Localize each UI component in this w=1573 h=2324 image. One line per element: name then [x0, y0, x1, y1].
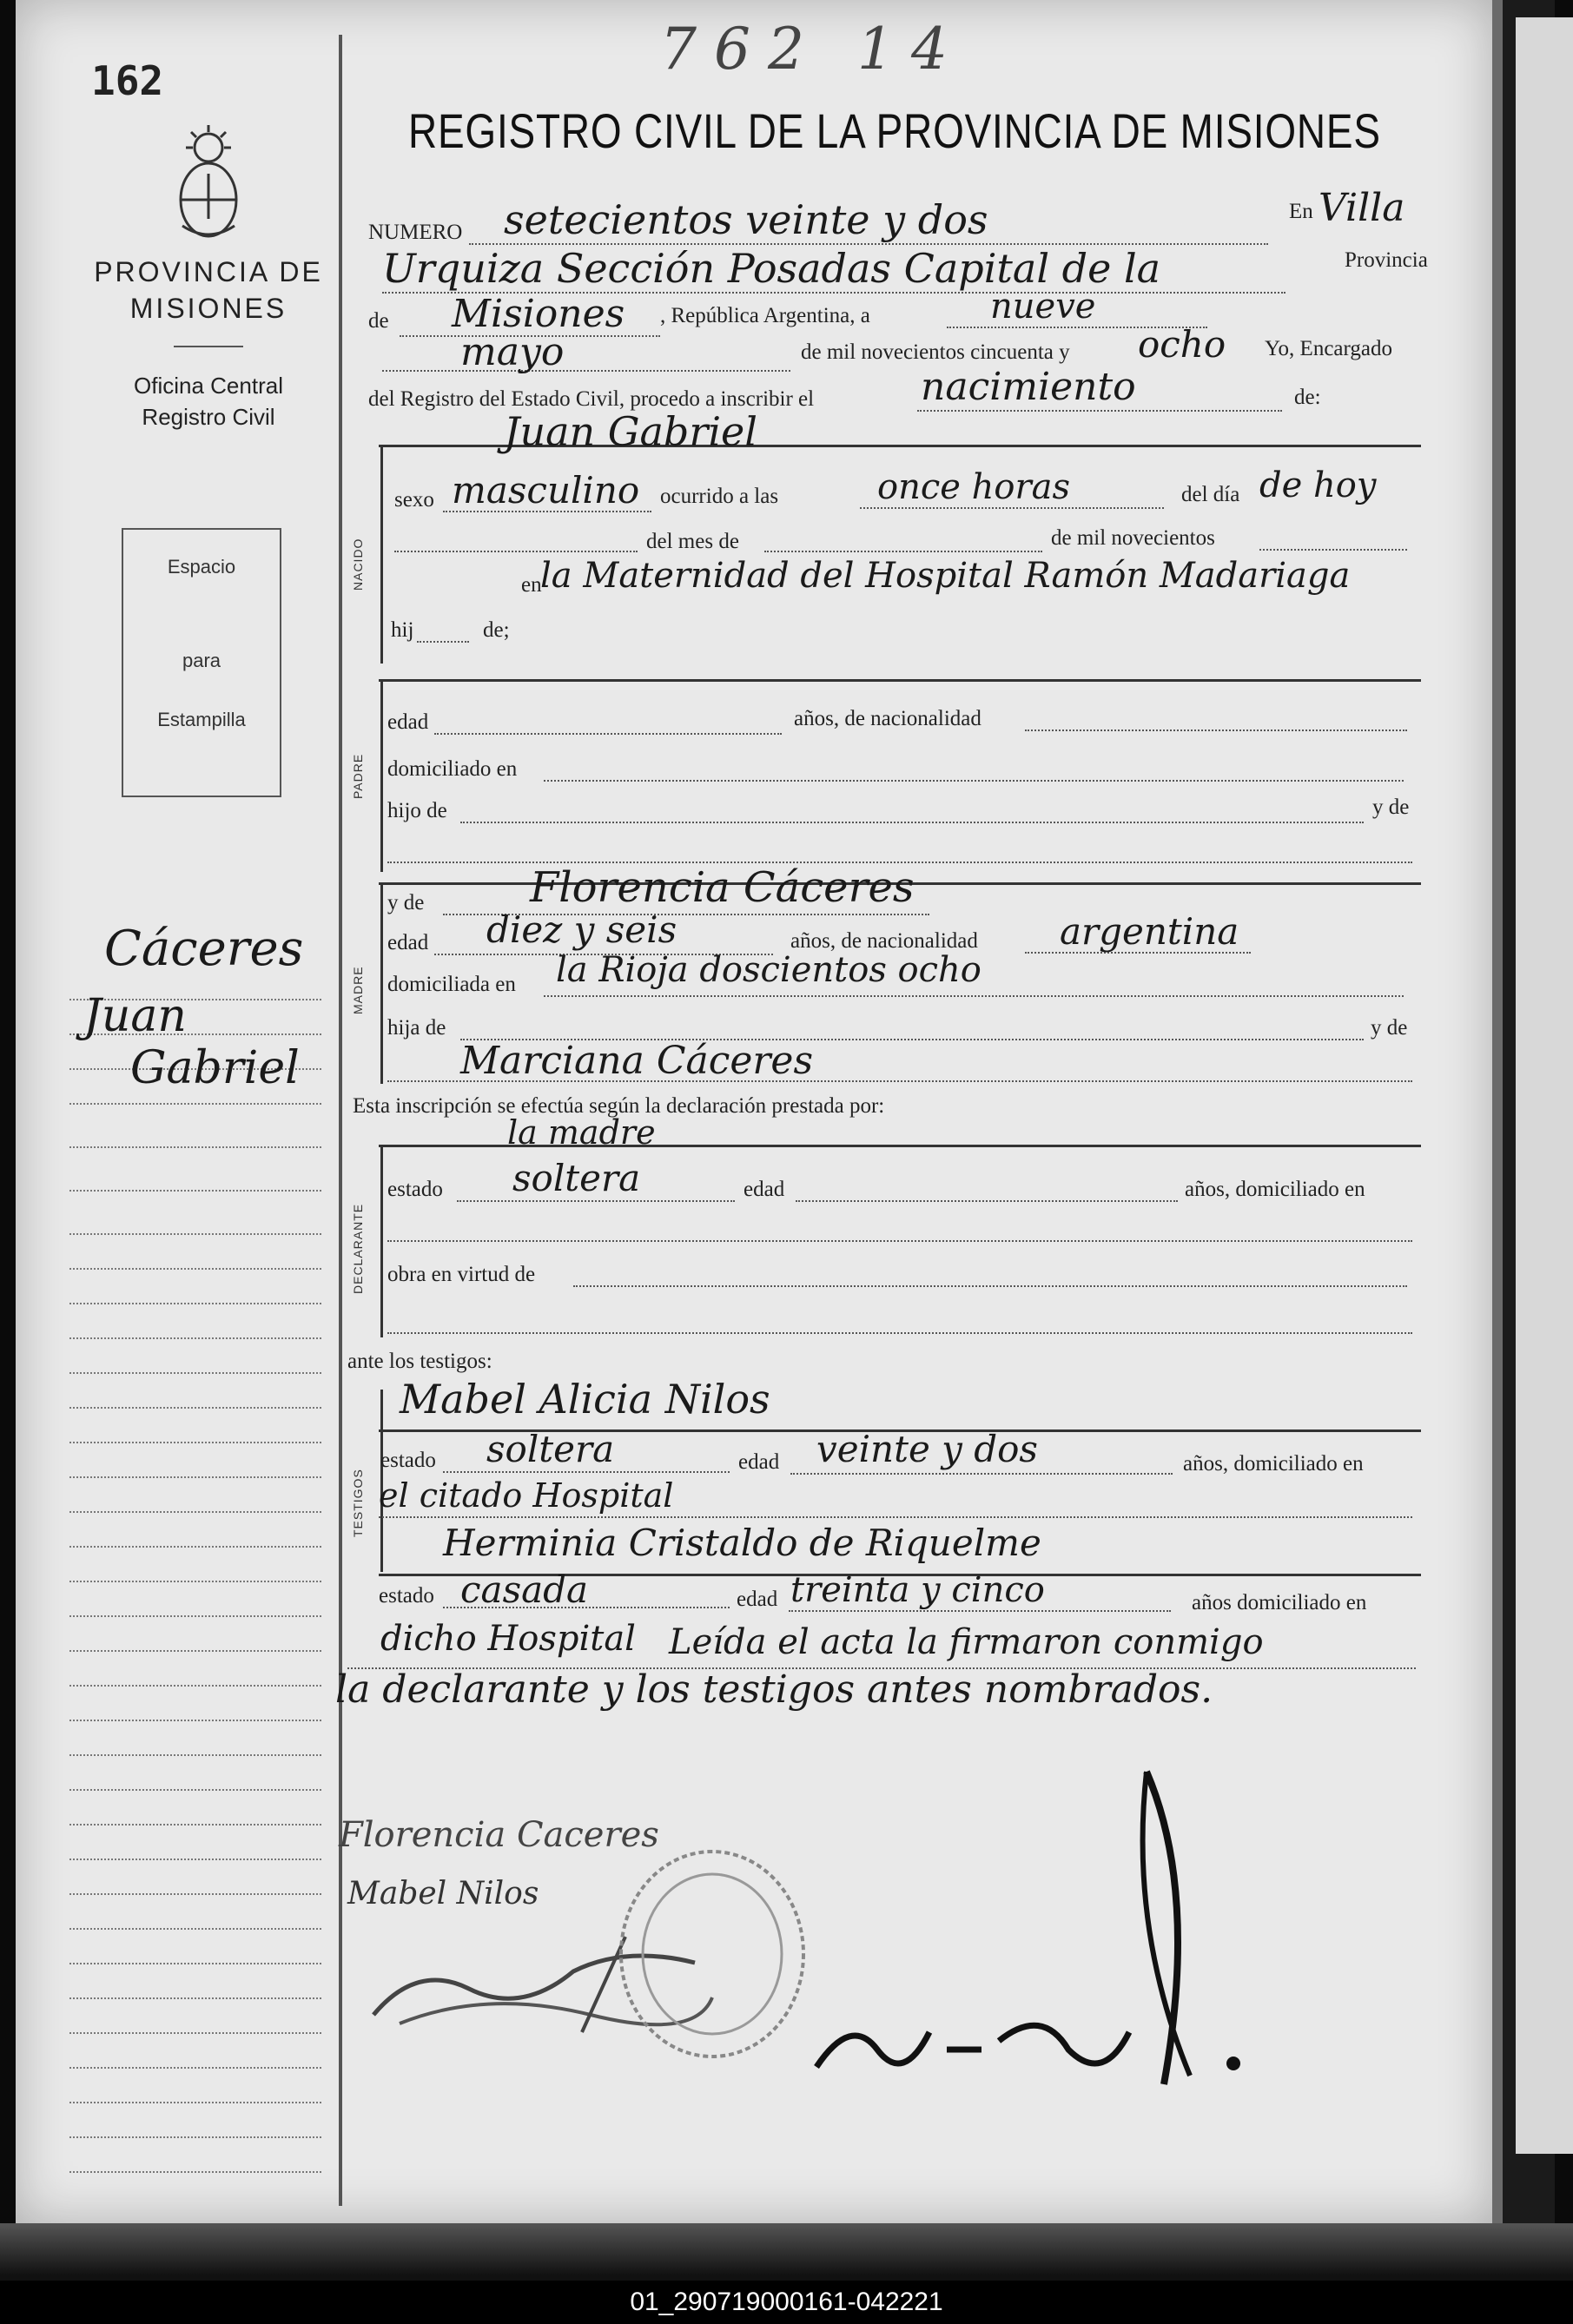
field-testigo-1: Mabel Alicia Nilos	[400, 1376, 770, 1423]
field-t2-edad: treinta y cinco	[790, 1570, 1045, 1610]
label-t2-estado: estado	[379, 1584, 434, 1608]
label-en: En	[1289, 200, 1313, 223]
field-numero: setecientos veinte y dos	[504, 196, 988, 243]
label-testigos-section: TESTIGOS	[351, 1469, 365, 1537]
label-decl-dom: años, domiciliado en	[1185, 1178, 1365, 1201]
field-provincia: Misiones	[452, 292, 625, 336]
field-t2-dom: dicho Hospital	[380, 1619, 636, 1659]
margin-surname: Cáceres	[104, 921, 304, 977]
field-anio: ocho	[1138, 323, 1226, 366]
province-name: PROVINCIA DE MISIONES	[94, 256, 323, 324]
field-lugar: Urquiza Sección Posadas Capital de la	[382, 245, 1161, 292]
field-sexo: masculino	[452, 469, 640, 512]
field-t1-edad: veinte y dos	[816, 1428, 1038, 1470]
label-decl-estado: estado	[387, 1178, 443, 1201]
field-dia: nueve	[990, 287, 1096, 327]
field-en: Villa	[1319, 186, 1405, 230]
label-madre-edad: edad	[387, 931, 429, 954]
signature-encargado	[782, 1754, 1338, 2119]
label-madre-nac: años, de nacionalidad	[790, 929, 978, 953]
label-yo: Yo, Encargado	[1265, 337, 1392, 360]
label-padre-dom: domiciliado en	[387, 757, 518, 781]
field-madre-nac: argentina	[1060, 910, 1239, 953]
label-numero: NUMERO	[368, 221, 463, 244]
label-t1-estado: estado	[380, 1449, 436, 1472]
field-madre-dom: la Rioja doscientos ocho	[556, 950, 981, 990]
field-mes: mayo	[460, 330, 565, 374]
margin-divider	[339, 35, 342, 2206]
page-edge	[1492, 0, 1503, 2223]
field-madre-edad: diez y seis	[486, 908, 677, 951]
next-page-edge	[1516, 17, 1573, 2154]
label-de-mil: de mil novecientos cincuenta y	[801, 340, 1070, 364]
margin-given-name-2: Gabriel	[130, 1042, 300, 1094]
page-title: REGISTRO CIVIL DE LA PROVINCIA DE MISIONES	[408, 103, 1381, 158]
label-madre: MADRE	[351, 966, 365, 1014]
field-testigo-2: Herminia Cristaldo de Riquelme	[443, 1522, 1041, 1564]
label-de-mil-nov: de mil novecientos	[1051, 526, 1215, 550]
label-padre: PADRE	[351, 753, 365, 799]
label-madre-y-de: y de	[387, 891, 425, 914]
signature-declarante: Florencia Caceres	[339, 1815, 659, 1855]
field-t2-estado: casada	[460, 1568, 589, 1611]
field-dia-nac: de hoy	[1259, 465, 1377, 505]
label-t1-edad: edad	[738, 1450, 780, 1474]
label-nacido: NACIDO	[351, 538, 365, 591]
field-abuela: Marciana Cáceres	[460, 1039, 814, 1083]
label-decl-edad: edad	[744, 1178, 785, 1201]
stamp-box	[122, 528, 281, 797]
label-de-semicolon: de;	[483, 618, 510, 642]
closing-line-1: Leída el acta la firmaron conmigo	[669, 1622, 1264, 1662]
label-obra: obra en virtud de	[387, 1263, 536, 1286]
field-nombre: Juan Gabriel	[504, 408, 757, 455]
stamp-label-3: Estampilla	[157, 709, 246, 730]
label-padre-edad: edad	[387, 710, 429, 734]
label-padre-y-de: y de	[1372, 796, 1410, 819]
label-republica: , República Argentina, a	[660, 304, 870, 327]
label-padre-hijo: hijo de	[387, 799, 447, 822]
field-lugar-nac: la Maternidad del Hospital Ramón Madariaga	[540, 556, 1351, 596]
field-hora: once horas	[877, 467, 1070, 507]
short-rule	[174, 346, 243, 347]
label-inscripcion: Esta inscripción se efectúa según la declaración prestada por:	[353, 1094, 885, 1118]
label-t1-dom: años, domiciliado en	[1183, 1452, 1364, 1476]
office-name: Oficina Central Registro Civil	[134, 373, 283, 430]
label-madre-hija: hija de	[387, 1016, 446, 1040]
label-madre-y-de-2: y de	[1371, 1016, 1408, 1040]
label-del-dia: del día	[1181, 483, 1240, 506]
stamp-label-1: Espacio	[167, 556, 236, 578]
field-t1-estado: soltera	[486, 1428, 615, 1470]
page-number: 162	[91, 57, 164, 104]
handwritten-folio: 762 14	[660, 16, 965, 83]
label-ocurrido: ocurrido a las	[660, 485, 779, 508]
label-declarante-section: DECLARANTE	[351, 1203, 365, 1294]
field-t1-dom: el citado Hospital	[379, 1476, 674, 1515]
label-madre-dom: domiciliada en	[387, 973, 516, 996]
label-sexo: sexo	[394, 488, 434, 512]
label-registro: del Registro del Estado Civil, procedo a inscribir el	[368, 387, 815, 411]
field-decl-estado: soltera	[512, 1157, 641, 1199]
label-de-colon: de:	[1294, 386, 1321, 409]
label-del-mes: del mes de	[646, 530, 739, 553]
label-de: de	[368, 309, 389, 333]
label-t2-dom: años domiciliado en	[1192, 1591, 1367, 1614]
stamp-label-2: para	[182, 650, 221, 671]
margin-given-name-1: Juan	[83, 990, 187, 1042]
label-t2-edad: edad	[737, 1588, 778, 1611]
file-caption: 01_290719000161-042221	[0, 2281, 1573, 2324]
field-declarante: la madre	[507, 1113, 656, 1152]
coat-of-arms-icon	[165, 122, 252, 243]
label-ante-testigos: ante los testigos:	[347, 1350, 492, 1373]
label-en-2: en	[521, 573, 542, 597]
label-provincia: Provincia	[1345, 248, 1428, 272]
signature-testigo-1: Mabel Nilos	[347, 1876, 539, 1911]
label-padre-nac: años, de nacionalidad	[794, 707, 981, 730]
field-madre-nombre: Florencia Cáceres	[530, 863, 915, 912]
label-hij: hij	[391, 618, 414, 642]
closing-line-2: la declarante y los testigos antes nombrados.	[335, 1667, 1213, 1712]
field-acto: nacimiento	[921, 365, 1136, 409]
